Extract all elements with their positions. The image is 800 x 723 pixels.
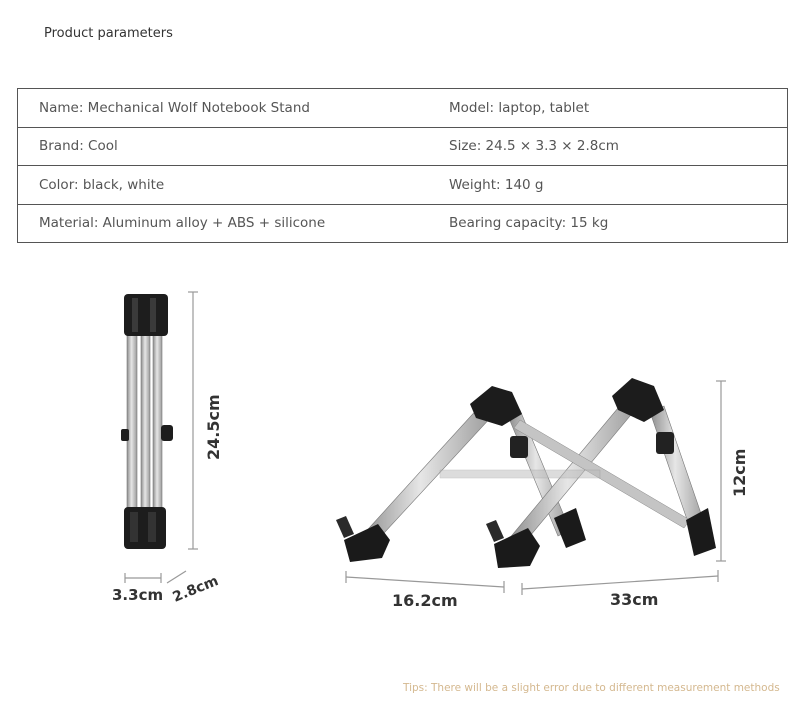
param-material: Material: Aluminum alloy + ABS + silicone: [18, 204, 432, 243]
table-row: [18, 89, 788, 128]
table-row: [18, 204, 788, 243]
label-folded-depth: 2.8cm: [170, 573, 221, 606]
table-row: [18, 127, 788, 166]
dimension-line-folded-depth: [167, 571, 186, 583]
parameters-table: [17, 88, 788, 243]
table-row: [18, 166, 788, 205]
param-name: Name: Mechanical Wolf Notebook Stand: [18, 89, 432, 128]
dimension-line-open-height: [716, 381, 726, 561]
label-open-depth: 16.2cm: [392, 591, 458, 610]
folded-stand-image: [121, 294, 173, 549]
param-weight: Weight: 140 g: [431, 166, 788, 205]
tips-note: Tips: There will be a slight error due to different measurement methods: [403, 682, 780, 694]
label-folded-height: 24.5cm: [204, 394, 223, 460]
param-size: Size: 24.5 × 3.3 × 2.8cm: [431, 127, 788, 166]
open-stand-image: [336, 378, 716, 568]
param-model: Model: laptop, tablet: [431, 89, 788, 128]
label-open-height: 12cm: [730, 448, 749, 497]
section-heading: Product parameters: [44, 26, 173, 41]
param-color: Color: black, white: [18, 166, 432, 205]
dimension-line-folded-width: [125, 573, 161, 583]
dimension-line-folded-height: [188, 292, 198, 549]
label-open-length: 33cm: [610, 590, 659, 609]
product-dimension-drawing: [0, 260, 800, 660]
label-folded-width: 3.3cm: [112, 586, 164, 604]
param-bearing-capacity: Bearing capacity: 15 kg: [431, 204, 788, 243]
param-brand: Brand: Cool: [18, 127, 432, 166]
dimension-line-open-depth: [346, 571, 504, 593]
